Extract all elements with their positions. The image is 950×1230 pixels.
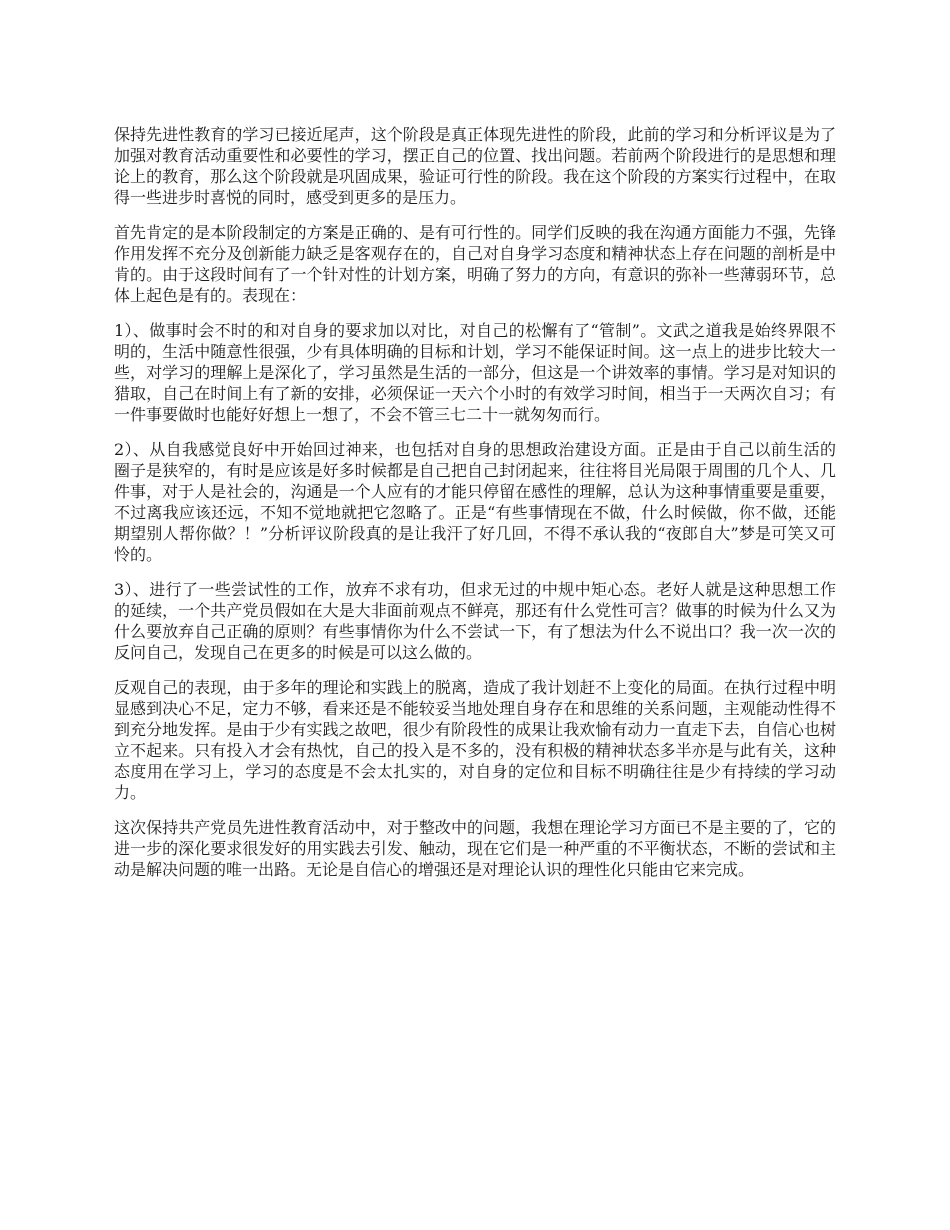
paragraph-1: 保持先进性教育的学习已接近尾声，这个阶段是真正体现先进性的阶段，此前的学习和分析评议是为了加强对教育活动重要性和必要性的学习，摆正自己的位置、找出问题。若前两个阶段进行的是思想和理论上的教育，那么这个阶段就是巩固成果，验证可行性的阶段。我在这个阶段的方案实行过程中，在取得一些进步时喜悦的同时，感受到更多的是压力。 — [114, 125, 836, 207]
paragraph-7: 这次保持共产党员先进性教育活动中，对于整改中的问题，我想在理论学习方面已不是主要的了，它的进一步的深化要求很发好的用实践去引发、触动，现在它们是一种严重的不平衡状态，不断的尝试和主动是解决问题的唯一出路。无论是自信心的增强还是对理论认识的理性化只能由它来完成。 — [114, 818, 836, 879]
paragraph-6: 反观自己的表现，由于多年的理论和实践上的脱离，造成了我计划赶不上变化的局面。在执行过程中明显感到决心不足，定力不够，看来还是不能较妥当地处理自身存在和思维的关系问题，主观能动性得不到充分地发挥。是由于少有实践之故吧，很少有阶段性的成果让我欢愉有动力一直走下去，自信心也树立不起来。只有投入才会有热忱，自己的投入是不多的，没有积极的精神状态多半亦是与此有关，这种态度用在学习上，学习的态度是不会太扎实的，对自身的定位和目标不明确往往是少有持续的学习动力。 — [114, 678, 836, 802]
paragraph-4: 2）、从自我感觉良好中开始回过神来，也包括对自身的思想政治建设方面。正是由于自己以前生活的圈子是狭窄的，有时是应该是好多时候都是自己把自己封闭起来，往往将目光局限于周围的几个人、几件事，对于人是社会的，沟通是一个人应有的才能只停留在感性的理解，总认为这种事情重要是重要，不过离我应该还远，不知不觉地就把它忽略了。正是“有些事情现在不做，什么时候做，你不做，还能期望别人帮你做？！”分析评议阶段真的是让我汗了好几回，不得不承认我的“夜郎自大”梦是可笑又可怜的。 — [114, 440, 836, 564]
paragraph-3: 1）、做事时会不时的和对自身的要求加以对比，对自己的松懈有了“管制”。文武之道我是始终界限不明的，生活中随意性很强，少有具体明确的目标和计划，学习不能保证时间。这一点上的进步比较大一些，对学习的理解上是深化了，学习虽然是生活的一部分，但这是一个讲效率的事情。学习是对知识的猎取，自己在时间上有了新的安排，必须保证一天六个小时的有效学习时间，相当于一天两次自习；有一件事要做时也能好好想上一想了，不会不管三七二十一就匆匆而行。 — [114, 321, 836, 424]
paragraph-2: 首先肯定的是本阶段制定的方案是正确的、是有可行性的。同学们反映的我在沟通方面能力不强，先锋作用发挥不充分及创新能力缺乏是客观存在的，自己对自身学习态度和精神状态上存在问题的剖析是中肯的。由于这段时间有了一个针对性的计划方案，明确了努力的方向，有意识的弥补一些薄弱环节，总体上起色是有的。表现在： — [114, 223, 836, 305]
paragraph-5: 3）、进行了一些尝试性的工作，放弃不求有功，但求无过的中规中矩心态。老好人就是这种思想工作的延续，一个共产党员假如在大是大非面前观点不鲜亮，那还有什么党性可言？做事的时候为什么又为什么要放弃自己正确的原则？有些事情你为什么不尝试一下，有了想法为什么不说出口？我一次一次的反问自己，发现自己在更多的时候是可以这么做的。 — [114, 580, 836, 662]
document-body — [114, 124, 836, 894]
